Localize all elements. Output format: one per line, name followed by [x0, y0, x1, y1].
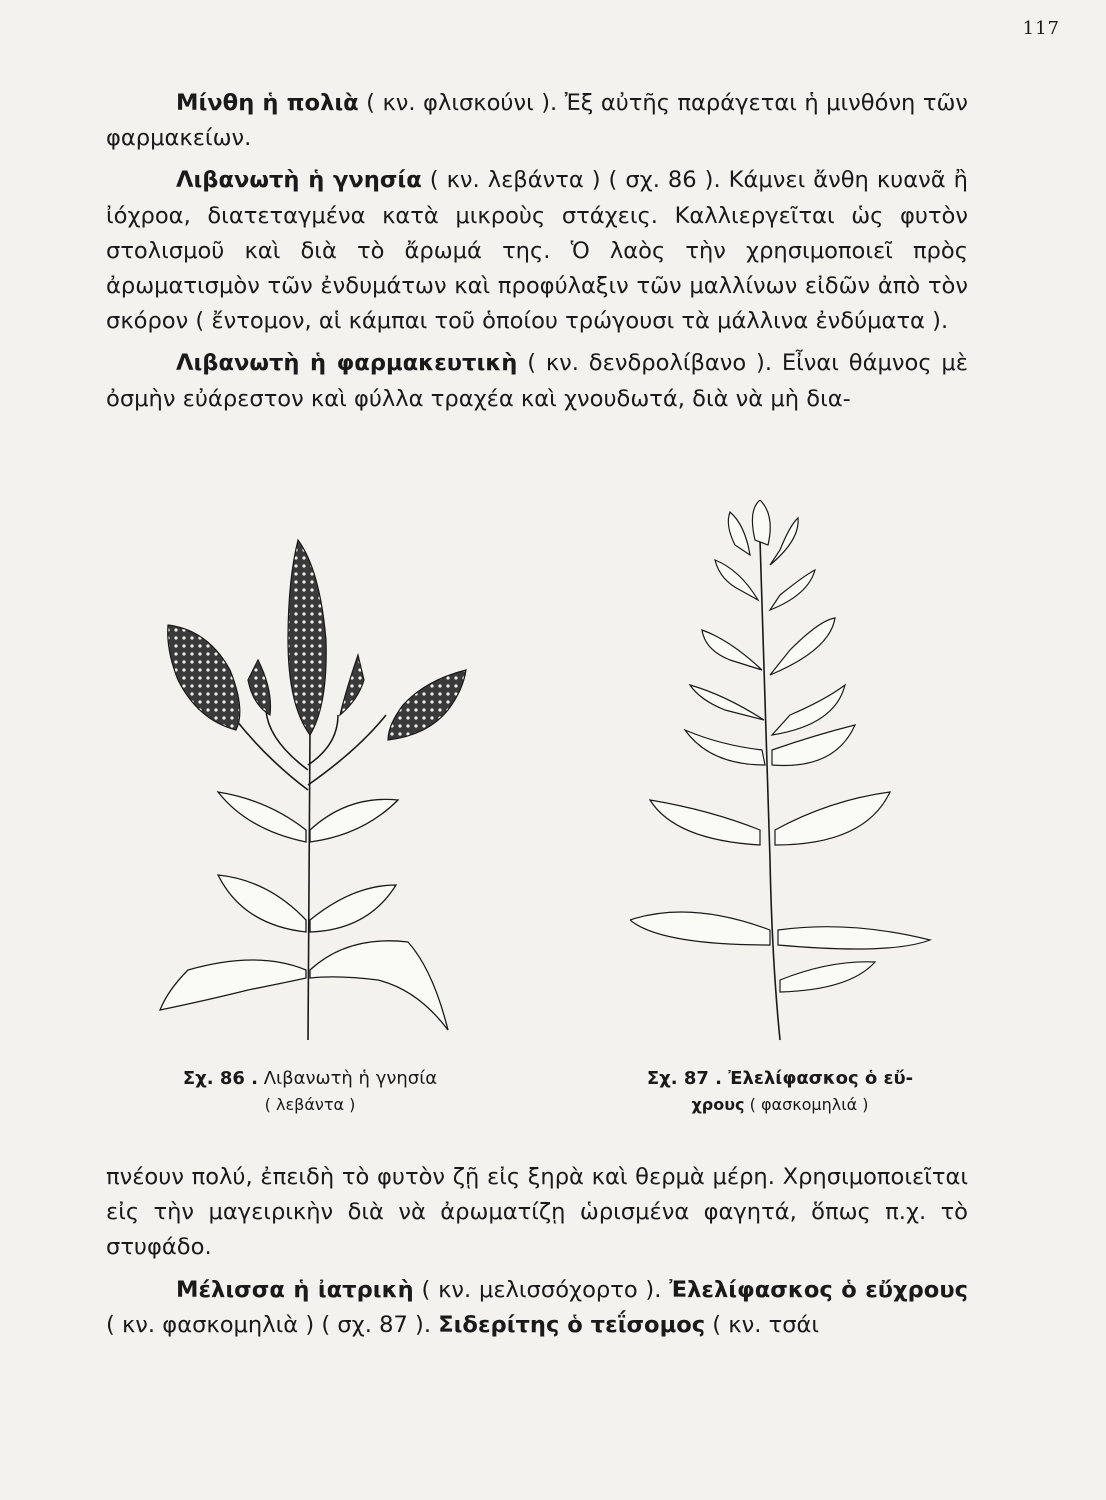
figure-87-subtitle: ( φασκομηλιά ) [744, 1095, 869, 1114]
term-minthi: Μίνθη ἡ πολιὰ [176, 90, 359, 116]
figure-86-number: Σχ. 86 . [182, 1068, 258, 1089]
top-text [106, 86, 968, 417]
term-livanoti-gnisia: Λιβανωτὴ ἡ γνησία [176, 167, 422, 194]
term-livanoti-farmakeftiki: Λιβανωτὴ ἡ φαρμακευτικὴ [176, 350, 518, 377]
figure-86-title: Λιβανωτὴ ἡ γνησία [257, 1068, 438, 1089]
paragraph-minthi: Μίνθη ἡ πολιὰ ( κν. φλισκούνι ). Ἐξ αὐτῆς παράγεται ἡ μινθόνη τῶν φαρμακείων. [106, 90, 968, 152]
paragraph-melissa: Μέλισσα ἡ ἰατρικὴ ( κν. μελισσόχορτο ). Ἐλελίφασκος ὁ εὔχρους ( κν. φασκομηλιὰ ) ( σχ. 87 ). Σιδερίτης ὁ τεΐσομος ( κν. τσάι [106, 1276, 968, 1338]
term-elelifaskos: Ἐλελίφασκος ὁ εὔχρους [669, 1276, 968, 1303]
paragraph-livanoti-gnisia: Λιβανωτὴ ἡ γνησία ( κν. λεβάντα ) ( σχ. 86 ). Κάμνει ἄνθη κυανᾶ ἢ ἰόχροα, διατεταγμένα κατὰ μικροὺς στάχεις. Καλλιεργεῖται ὡς φυτὸν στολισμοῦ καὶ διὰ τὸ ἄρωμά της. Ὁ λαὸς τὴν χρησιμοποιεῖ πρὸς ἀρωματισμὸν τῶν ἐνδυμάτων καὶ προφύλαξιν τῶν μαλλίνων εἰδῶν ἀπὸ τὸν σκόρον ( ἔντομον, αἱ κάμπαι τοῦ ὁποίου τρώγουσι τὰ μάλλινα ἐνδύματα ). [106, 167, 968, 335]
paragraph-livanoti-farmakeftiki: Λιβανωτὴ ἡ φαρμακευτικὴ ( κν. δενδρολίβανο ). Εἶναι θάμνος μὲ ὀσμὴν εὐάρεστον καὶ φύλλα τραχέα καὶ χνουδωτά, διὰ νὰ μὴ δια- [106, 350, 968, 412]
lavender-illustration [148, 530, 488, 1065]
bottom-text [106, 1160, 968, 1343]
figure-87-caption [580, 1066, 980, 1118]
figure-87-subtitle-bold: χρους [691, 1095, 745, 1114]
figure-86-subtitle: ( λεβάντα ) [264, 1095, 356, 1114]
sage-illustration [630, 500, 970, 1065]
paragraph-continuation: πνέουν πολύ, ἐπειδὴ τὸ φυτὸν ζῇ εἰς ξηρὰ καὶ θερμὰ μέρη. Χρησιμοποιεῖται εἰς τὴν μαγειρικὴν διὰ νὰ ἀρωματίζῃ ὡρισμένα φαγητά, ὅπως π.χ. τὸ στυφάδο. [106, 1164, 968, 1261]
figure-86-caption [120, 1066, 500, 1118]
page-number: 117 [1022, 18, 1060, 39]
term-sideritis: Σιδερίτης ὁ τεΐσομος [438, 1311, 706, 1338]
term-melissa: Μέλισσα ἡ ἰατρικὴ [176, 1276, 414, 1303]
figure-87-title: Σχ. 87 . Ἐλελίφασκος ὁ εὔ- [646, 1068, 914, 1089]
